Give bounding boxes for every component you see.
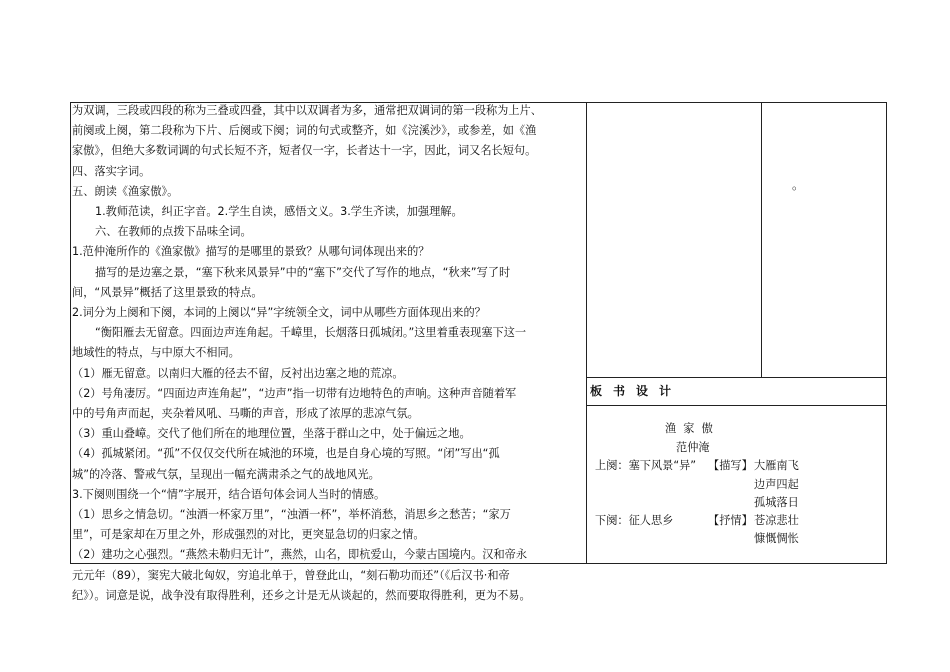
lesson-paragraph: 纪》）。词意是说，战争没有取得胜利，还乡之计是无从谈起的，然而要取得胜利，更为不易。 — [72, 588, 531, 602]
board-design-title: 板书设计 — [590, 384, 683, 398]
column-divider-right — [761, 102, 762, 377]
poem-title: 渔 家 傲 — [665, 422, 713, 435]
lesson-paragraph: （3）重山叠嶂。交代了他们所在的地理位置，坐落于群山之中，处于偏远之地。 — [72, 427, 471, 441]
board-section-top-border — [586, 377, 887, 378]
upper-stanza-item: 孤城落日 — [754, 496, 799, 509]
upper-stanza-label: 上阕：塞下风景“异” — [595, 459, 697, 472]
lesson-paragraph: 为双调，三段或四段的称为三叠或四叠，其中以双调者为多，通常把双调词的第一段称为上片、 — [72, 104, 542, 117]
lesson-question: 3.下阕则围绕一个“情”字展开，结合语句体会词人当时的情感。 — [72, 487, 386, 501]
lesson-heading: 五、朗读《渔家傲》。 — [72, 184, 179, 198]
upper-stanza-item: 大雁南飞 — [754, 459, 799, 472]
lesson-heading: 四、落实字词。 — [72, 164, 151, 178]
upper-stanza-item: 边声四起 — [754, 478, 799, 491]
lower-stanza-tag: 【抒情】 — [708, 514, 753, 527]
lesson-paragraph: 元元年（89），窦宪大破北匈奴，穷追北单于，曾登此山，“刻石勒功而还”（《后汉书·和帝 — [72, 568, 510, 582]
lesson-paragraph: 中的号角声而起，夹杂着风吼、马嘶的声音，形成了浓厚的悲凉气氛。 — [72, 407, 419, 421]
table-left-border — [70, 102, 71, 564]
board-header-bottom-border — [586, 405, 887, 406]
poem-author: 范仲淹 — [676, 441, 710, 454]
lower-stanza-label: 下阕：征人思乡 — [595, 514, 674, 527]
upper-stanza-tag: 【描写】 — [708, 459, 753, 472]
lesson-question: 2.词分为上阕和下阕，本词的上阕以“异”字统领全文，词中从哪些方面体现出来的？ — [72, 306, 486, 320]
lesson-paragraph: （1）雁无留意。以南归大雁的径去不留，反衬出边塞之地的荒凉。 — [72, 366, 404, 380]
lesson-paragraph: 地域性的特点，与中原大不相同。 — [72, 346, 240, 360]
lesson-paragraph: 城”的冷落、警戒气氛，呈现出一幅充满肃杀之气的战地风光。 — [72, 467, 380, 481]
lesson-paragraph: 里”，可是家却在万里之外，形成强烈的对比，更突显急切的归家之情。 — [72, 528, 425, 542]
table-right-border — [886, 102, 887, 564]
side-note: 。 — [792, 178, 805, 192]
lesson-text — [72, 101, 586, 606]
lesson-paragraph: 间，“风景异”概括了这里景致的特点。 — [72, 285, 263, 299]
lower-stanza-item: 慷慨惆怅 — [754, 532, 799, 545]
lesson-paragraph: 1.教师范读，纠正字音。2.学生自读，感悟文义。3.学生齐读，加强理解。 — [95, 205, 463, 219]
lesson-paragraph: 家傲》，但绝大多数词调的句式长短不齐，短者仅一字，长者达十一字，因此，词又名长短句。 — [72, 144, 537, 158]
lesson-paragraph: （2）号角凄厉。“四面边声连角起”，“边声”指一切带有边地特色的声响。这种声音随着军 — [72, 386, 517, 400]
lesson-paragraph: （4）孤城紧闭。“孤”不仅仅交代所在城池的环境，也是自身心境的写照。“闭”写出“孤 — [72, 447, 500, 461]
lesson-paragraph: “衡阳雁去无留意。四面边声连角起。千嶂里，长烟落日孤城闭。”这里着重表现塞下这一 — [95, 326, 527, 340]
column-divider-main — [586, 102, 587, 564]
lesson-paragraph: 前阕或上阕，第二段称为下片、后阕或下阕；词的句式或整齐，如《浣溪沙》，或参差，如《渔 — [72, 124, 537, 138]
lesson-paragraph: （2）建功之心强烈。“燕然未勒归无计”，燕然，山名，即杭爱山，今蒙古国境内。汉和帝永 — [72, 548, 528, 562]
lesson-paragraph: （1）思乡之情急切。“浊酒一杯家万里”，“浊酒一杯”，举杯消愁，消思乡之愁苦；“家万 — [72, 508, 511, 522]
lesson-heading: 六、在教师的点拨下品味全词。 — [95, 225, 252, 239]
lesson-paragraph: 描写的是边塞之景，“塞下秋来风景异”中的“塞下”交代了写作的地点，“秋来”写了时 — [95, 265, 511, 279]
lower-stanza-item: 苍凉悲壮 — [754, 514, 799, 527]
lesson-question: 1.范仲淹所作的《渔家傲》描写的是哪里的景致？从哪句词体现出来的？ — [72, 245, 430, 259]
